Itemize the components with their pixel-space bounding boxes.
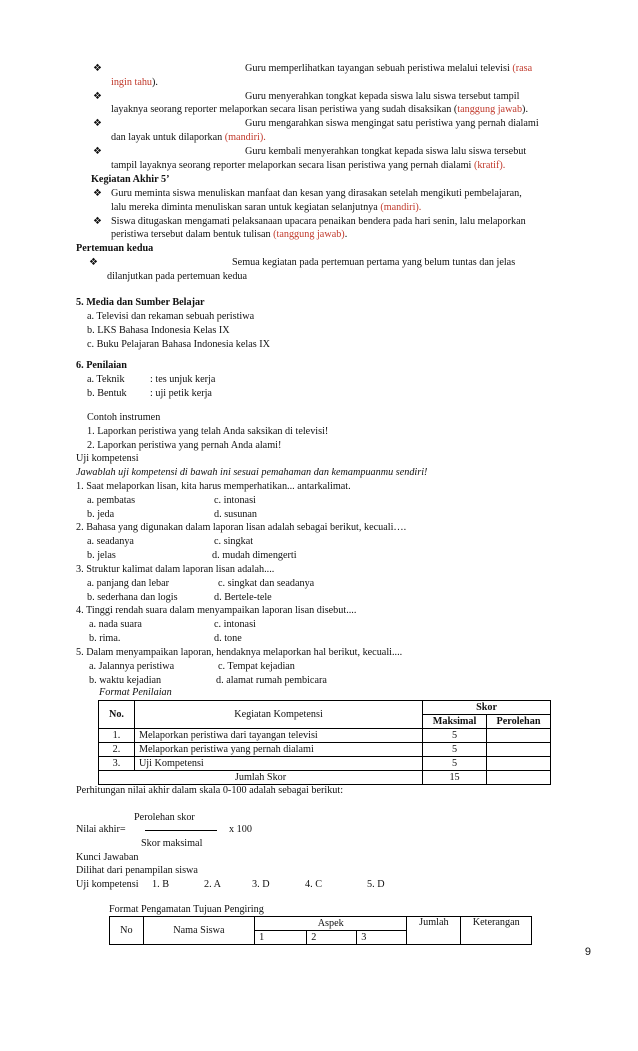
cell-maks: 5 xyxy=(423,729,487,743)
option: d. Bertele-tele xyxy=(214,592,272,603)
bullet-tag: (mandiri). xyxy=(224,132,266,143)
page-number: 9 xyxy=(584,946,591,958)
question: 4. Tinggi rendah suara dalam menyampaikan laporan lisan disebut.... xyxy=(76,605,357,616)
cell-kegiatan: Melaporkan peristiwa dari tayangan televisi xyxy=(134,729,422,743)
header-nama: Nama Siswa xyxy=(143,917,254,945)
cell-perolehan xyxy=(487,729,551,743)
bullet-text: ). xyxy=(152,77,158,88)
formula-label: Nilai akhir= xyxy=(76,824,126,835)
header-aspek: Aspek xyxy=(255,917,407,931)
option: b. sederhana dan logis xyxy=(87,592,178,603)
header-no: No. xyxy=(99,701,135,729)
table-title: Format Pengamatan Tujuan Pengiring xyxy=(109,904,264,915)
total-value: 15 xyxy=(423,771,487,785)
cell-no: 2. xyxy=(99,743,135,757)
table-row xyxy=(99,743,551,757)
bullet-tag: (rasa xyxy=(512,63,533,74)
question: 1. Saat melaporkan lisan, kita harus memperhatikan... antarkalimat. xyxy=(76,481,351,492)
bullet-tag: (kratif). xyxy=(473,160,506,171)
option: a. panjang dan lebar xyxy=(87,578,170,589)
answer-label: Uji kompetensi xyxy=(76,879,139,890)
paragraph: Perhitungan nilai akhir dalam skala 0-100 adalah sebagai berikut: xyxy=(76,785,344,796)
diamond-bullet-icon: ❖ xyxy=(93,91,102,102)
instruction: Jawablah uji kompetensi di bawah ini sesuai pemahaman dan kemampuanmu sendiri! xyxy=(76,467,428,478)
total-perolehan xyxy=(487,771,551,785)
cell-maks: 5 xyxy=(423,757,487,771)
option: c. intonasi xyxy=(214,495,256,506)
diamond-bullet-icon: ❖ xyxy=(89,257,98,268)
header-kegiatan: Kegiatan Kompetensi xyxy=(134,701,422,729)
bullet-tag: (mandiri). xyxy=(380,202,422,213)
cell-no: 3. xyxy=(99,757,135,771)
option: a. seadanya xyxy=(87,536,134,547)
option: a. nada suara xyxy=(89,619,142,630)
question: 2. Bahasa yang digunakan dalam laporan lisan adalah sebagai berikut, kecuali…. xyxy=(76,522,407,533)
list-item: lalu mereka diminta menuliskan saran untuk kegiatan selanjutnya xyxy=(111,202,381,213)
section-heading: Pertemuan kedua xyxy=(76,243,154,254)
bullet-text: dan layak untuk dilaporkan xyxy=(111,132,225,143)
paragraph: Dilihat dari penampilan siswa xyxy=(76,865,198,876)
format-penilaian-table xyxy=(98,700,551,785)
question: 3. Struktur kalimat dalam laporan lisan adalah.... xyxy=(76,564,275,575)
option: c. Tempat kejadian xyxy=(218,661,295,672)
bullet-tag: ingin tahu xyxy=(111,77,153,88)
header-no: No xyxy=(110,917,144,945)
option: c. intonasi xyxy=(214,619,256,630)
option: b. waktu kejadian xyxy=(89,675,162,686)
field-label: b. Bentuk xyxy=(87,388,127,399)
list-item: 2. Laporkan peristiwa yang pernah Anda alami! xyxy=(87,440,282,451)
option: d. susunan xyxy=(214,509,258,520)
list-item: Guru meminta siswa menuliskan manfaat dan kesan yang dirasakan setelah mengikuti pembelajaran, xyxy=(111,188,522,199)
bullet-text: Guru menyerahkan tongkat kepada siswa lalu siswa tersebut tampil xyxy=(245,91,520,102)
header-jumlah: Jumlah xyxy=(407,917,461,945)
section-heading: Uji kompetensi xyxy=(76,453,139,464)
header-skor: Skor xyxy=(423,701,551,715)
answer-item: 2. A xyxy=(204,879,221,890)
list-item: Siswa ditugaskan mengamati pelaksanaan upacara penaikan bendera pada hari senin, lalu melaporkan xyxy=(111,216,526,227)
section-heading: Kegiatan Akhir 5’ xyxy=(91,174,170,185)
paragraph: Contoh instrumen xyxy=(87,412,161,423)
diamond-bullet-icon: ❖ xyxy=(93,188,102,199)
option: d. tone xyxy=(214,633,242,644)
list-item: dilanjutkan pada pertemuan kedua xyxy=(107,271,248,282)
format-pengamatan-table xyxy=(109,916,532,945)
option: c. singkat dan seadanya xyxy=(218,578,315,589)
header-keterangan: Keterangan xyxy=(461,917,532,945)
header-maksimal: Maksimal xyxy=(423,715,487,729)
diamond-bullet-icon: ❖ xyxy=(93,63,102,74)
option: c. singkat xyxy=(214,536,254,547)
cell-kegiatan: Uji Kompetensi xyxy=(134,757,422,771)
answer-item: 5. D xyxy=(367,879,385,890)
formula-multiplier: x 100 xyxy=(229,824,252,835)
section-heading: Kunci Jawaban xyxy=(76,852,139,863)
question: 5. Dalam menyampaikan laporan, hendaknya melaporkan hal berikut, kecuali.... xyxy=(76,647,403,658)
bullet-tag: (tanggung jawab) xyxy=(273,229,345,240)
table-row xyxy=(99,729,551,743)
table-row xyxy=(99,757,551,771)
list-item: Semua kegiatan pada pertemuan pertama yang belum tuntas dan jelas xyxy=(232,257,516,268)
bullet-text: layaknya seorang reporter melaporkan secara lisan peristiwa yang sudah disaksikan ( xyxy=(111,104,458,115)
answer-item: 4. C xyxy=(305,879,322,890)
header-aspek-col: 2 xyxy=(307,931,357,945)
header-perolehan: Perolehan xyxy=(487,715,551,729)
cell-perolehan xyxy=(487,743,551,757)
cell-no: 1. xyxy=(99,729,135,743)
cell-maks: 5 xyxy=(423,743,487,757)
table-header-row xyxy=(99,701,551,715)
list-item: peristiwa tersebut dalam bentuk tulisan xyxy=(111,229,274,240)
bullet-text: Guru memperlihatkan tayangan sebuah peristiwa melalui televisi xyxy=(245,63,513,74)
list-item: . xyxy=(344,229,348,240)
option: a. Jalannya peristiwa xyxy=(89,661,175,672)
diamond-bullet-icon: ❖ xyxy=(93,118,102,129)
answer-item: 1. B xyxy=(152,879,169,890)
header-aspek-col: 3 xyxy=(357,931,407,945)
diamond-bullet-icon: ❖ xyxy=(93,146,102,157)
fraction-numerator: Perolehan skor xyxy=(134,812,195,823)
cell-perolehan xyxy=(487,757,551,771)
list-item: a. Televisi dan rekaman sebuah peristiwa xyxy=(87,311,255,322)
table-header-row xyxy=(110,917,532,931)
option: b. rima. xyxy=(89,633,121,644)
list-item: c. Buku Pelajaran Bahasa Indonesia kelas IX xyxy=(87,339,271,350)
field-label: a. Teknik xyxy=(87,374,125,385)
diamond-bullet-icon: ❖ xyxy=(93,216,102,227)
section-heading: 5. Media dan Sumber Belajar xyxy=(76,297,205,308)
option: a. pembatas xyxy=(87,495,136,506)
field-value: : uji petik kerja xyxy=(150,388,212,399)
bullet-tag: tanggung jawab xyxy=(457,104,523,115)
header-aspek-col: 1 xyxy=(255,931,307,945)
bullet-text: Guru kembali menyerahkan tongkat kepada siswa lalu siswa tersebut xyxy=(245,146,527,157)
list-item: 1. Laporkan peristiwa yang telah Anda saksikan di televisi! xyxy=(87,426,329,437)
section-heading: 6. Penilaian xyxy=(76,360,127,371)
option: d. alamat rumah pembicara xyxy=(216,675,327,686)
cell-kegiatan: Melaporkan peristiwa yang pernah dialami xyxy=(134,743,422,757)
total-label: Jumlah Skor xyxy=(99,771,423,785)
option: b. jelas xyxy=(87,550,116,561)
fraction-denominator: Skor maksimal xyxy=(141,838,203,849)
field-value: : tes unjuk kerja xyxy=(150,374,216,385)
option: d. mudah dimengerti xyxy=(212,550,297,561)
option: b. jeda xyxy=(87,509,115,520)
bullet-text: tampil layaknya seorang reporter melaporkan secara lisan peristiwa yang pernah dialami xyxy=(111,160,474,171)
bullet-text: Guru mengarahkan siswa mengingat satu peristiwa yang pernah dialami xyxy=(245,118,539,129)
list-item: b. LKS Bahasa Indonesia Kelas IX xyxy=(87,325,230,336)
bullet-text: ). xyxy=(522,104,528,115)
fraction-bar xyxy=(145,830,217,831)
table-title: Format Penilaian xyxy=(99,687,172,698)
answer-item: 3. D xyxy=(252,879,270,890)
table-total-row xyxy=(99,771,551,785)
